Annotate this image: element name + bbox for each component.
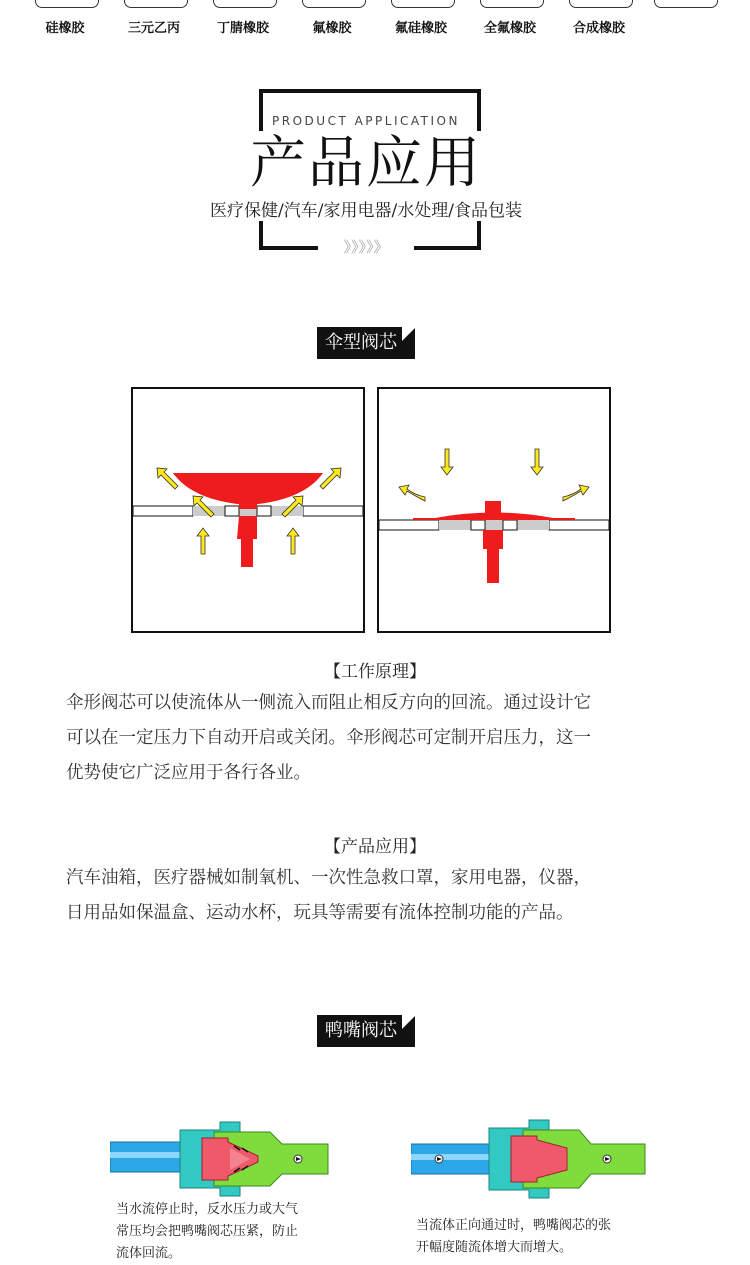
umbrella-valve-closed-diagram xyxy=(377,387,611,633)
tab-pill[interactable] xyxy=(569,0,633,8)
duckbill-closed-caption xyxy=(116,1199,346,1265)
title-english: PRODUCT APPLICATION xyxy=(266,114,466,128)
tab-pill[interactable] xyxy=(654,0,718,8)
principle-line: 可以在一定压力下自动开启或关闭。伞形阀芯可定制开启压力，这一 xyxy=(66,728,591,748)
caption-line: 开幅度随流体增大而增大。 xyxy=(416,1240,573,1255)
tab-fkm[interactable]: 氟橡胶 xyxy=(312,21,352,36)
working-principle-text xyxy=(66,686,676,791)
application-line: 日用品如保温盒、运动水杯，玩具等需要有流体控制功能的产品。 xyxy=(66,903,574,923)
umbrella-valve-open-diagram xyxy=(131,387,365,633)
caption-line: 当流体正向通过时，鸭嘴阀芯的张 xyxy=(416,1218,612,1233)
tab-fvmq[interactable]: 氟硅橡胶 xyxy=(394,21,447,36)
tab-pill[interactable] xyxy=(213,0,277,8)
tab-ffkm[interactable]: 全氟橡胶 xyxy=(483,21,536,36)
product-application-text xyxy=(66,861,676,931)
tab-nbr[interactable]: 丁腈橡胶 xyxy=(216,21,269,36)
tab-pill[interactable] xyxy=(302,0,366,8)
caption-line: 流体回流。 xyxy=(116,1246,182,1261)
tab-silicone[interactable]: 硅橡胶 xyxy=(45,21,85,36)
caption-line: 常压均会把鸭嘴阀芯压紧，防止 xyxy=(116,1224,299,1239)
tab-pill[interactable] xyxy=(391,0,455,8)
principle-line: 优势使它广泛应用于各行各业。 xyxy=(66,763,311,783)
duckbill-open-caption xyxy=(416,1215,656,1259)
duckbill-open-diagram xyxy=(411,1118,647,1200)
duckbill-closed-diagram xyxy=(110,1118,332,1200)
umbrella-valve-tag: 伞型阀芯 xyxy=(317,327,415,359)
principle-line: 伞形阀芯可以使流体从一侧流入而阻止相反方向的回流。通过设计它 xyxy=(66,693,591,713)
duckbill-valve-tag: 鸭嘴阀芯 xyxy=(317,1015,415,1047)
tab-synthetic[interactable]: 合成橡胶 xyxy=(572,21,625,36)
application-line: 汽车油箱，医疗器械如制氧机、一次性急救口罩，家用电器，仪器， xyxy=(66,868,591,888)
caption-line: 当水流停止时，反水压力或大气 xyxy=(116,1202,299,1217)
tab-pill[interactable] xyxy=(124,0,188,8)
umbrella-open-svg xyxy=(133,389,363,631)
page-title: 产品应用 xyxy=(235,132,497,196)
tab-pill[interactable] xyxy=(35,0,99,8)
working-principle-title: 【工作原理】 xyxy=(324,662,426,682)
tab-pill[interactable] xyxy=(480,0,544,8)
umbrella-closed-svg xyxy=(379,389,609,631)
title-subtitle: 医疗保健/汽车/家用电器/水处理/食品包装 xyxy=(160,196,572,221)
tab-epdm[interactable]: 三元乙丙 xyxy=(127,21,180,36)
product-application-title: 【产品应用】 xyxy=(324,837,426,857)
chevron-arrows-icon: 》》》》》 xyxy=(318,236,414,257)
